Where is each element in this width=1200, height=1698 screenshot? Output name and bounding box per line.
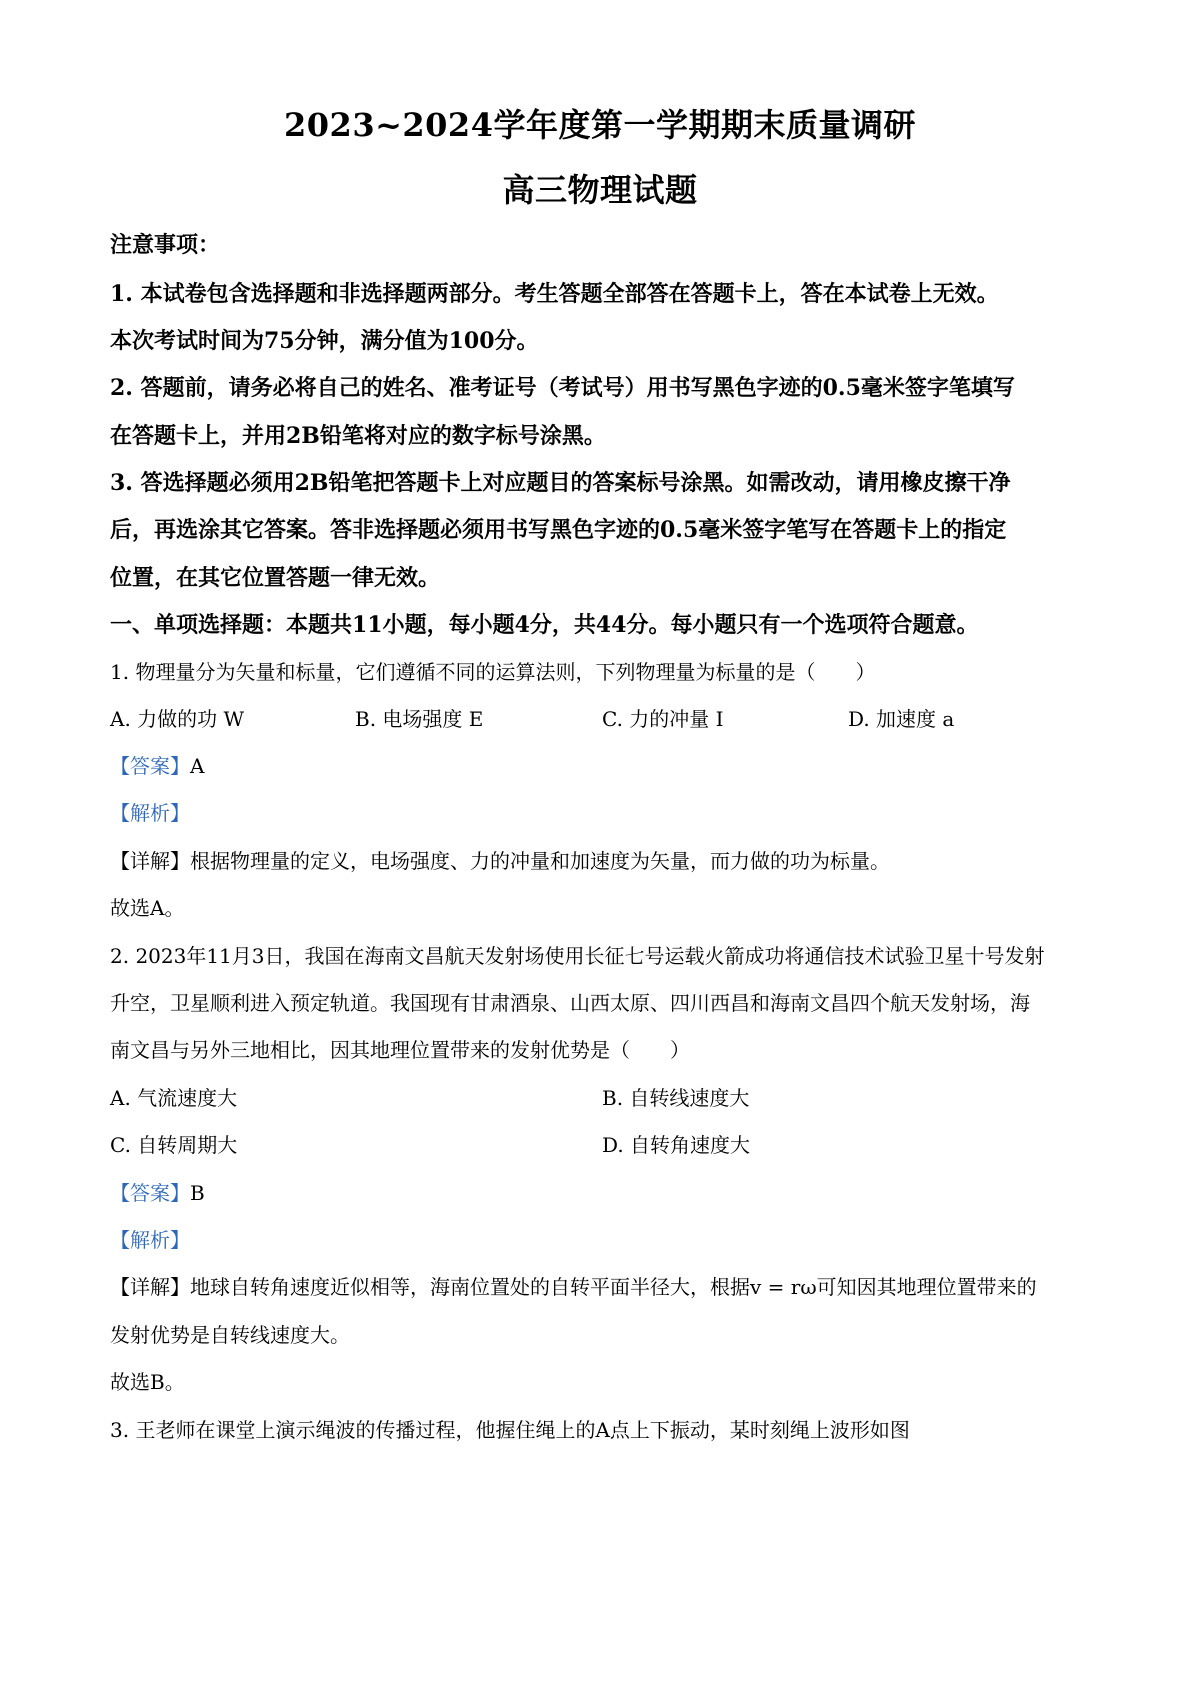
detail-text: 根据物理量的定义，电场强度、力的冲量和加速度为矢量，而力做的功为标量。 bbox=[190, 849, 890, 873]
answer-tag: 【答案】 bbox=[110, 1181, 190, 1205]
detail-tag: 【详解】 bbox=[110, 1275, 190, 1299]
q2-option-b: B. 自转线速度大 bbox=[602, 1086, 750, 1110]
q1-detail bbox=[110, 845, 890, 874]
q2-analysis-tag: 【解析】 bbox=[110, 1228, 190, 1252]
q1-analysis-tag: 【解析】 bbox=[110, 801, 190, 825]
detail-tag: 【详解】 bbox=[110, 849, 190, 873]
q1-option-d: D. 加速度 a bbox=[848, 707, 955, 731]
notice-line: 2. 答题前，请务必将自己的姓名、准考证号（考试号）用书写黑色字迹的0.5毫米签字笔填写 bbox=[110, 375, 1015, 401]
notice-line: 在答题卡上，并用2B铅笔将对应的数字标号涂黑。 bbox=[110, 423, 606, 449]
q2-stem-line: 南文昌与另外三地相比，因其地理位置带来的发射优势是（ ） bbox=[110, 1038, 690, 1062]
q1-conclusion: 故选A。 bbox=[110, 896, 185, 920]
q2-option-c: C. 自转周期大 bbox=[110, 1133, 238, 1157]
q1-option-b: B. 电场强度 E bbox=[355, 707, 484, 731]
q2-detail bbox=[110, 1271, 1037, 1300]
notice-line: 3. 答选择题必须用2B铅笔把答题卡上对应题目的答案标号涂黑。如需改动，请用橡皮擦干净 bbox=[110, 470, 1011, 496]
q2-option-d: D. 自转角速度大 bbox=[602, 1133, 751, 1157]
q2-stem-line: 2. 2023年11月3日，我国在海南文昌航天发射场使用长征七号运载火箭成功将通信技术试验卫星十号发射 bbox=[110, 944, 1045, 968]
q2-option-a: A. 气流速度大 bbox=[110, 1086, 238, 1110]
q2-stem-line: 升空，卫星顺利进入预定轨道。我国现有甘肃酒泉、山西太原、四川西昌和海南文昌四个航天发射场，海 bbox=[110, 991, 1030, 1015]
notice-heading: 注意事项： bbox=[110, 232, 221, 258]
section-heading: 一、单项选择题：本题共11小题，每小题4分，共44分。每小题只有一个选项符合题意。 bbox=[110, 612, 979, 638]
answer-tag: 【答案】 bbox=[110, 754, 190, 778]
answer-value: A bbox=[190, 754, 205, 778]
q1-option-c: C. 力的冲量 I bbox=[602, 707, 724, 731]
q3-stem: 3. 王老师在课堂上演示绳波的传播过程，他握住绳上的A点上下振动，某时刻绳上波形如图 bbox=[110, 1418, 910, 1442]
q2-conclusion: 故选B。 bbox=[110, 1370, 185, 1394]
notice-line: 位置，在其它位置答题一律无效。 bbox=[110, 565, 441, 591]
detail-text: 地球自转角速度近似相等，海南位置处的自转平面半径大，根据v = rω可知因其地理位置带来的 bbox=[190, 1275, 1037, 1299]
q2-detail-cont: 发射优势是自转线速度大。 bbox=[110, 1323, 350, 1347]
answer-value: B bbox=[190, 1181, 205, 1205]
q2-answer bbox=[110, 1177, 205, 1206]
q1-option-a: A. 力做的功 W bbox=[110, 707, 245, 731]
exam-subtitle: 高三物理试题 bbox=[502, 171, 698, 209]
q1-answer bbox=[110, 750, 204, 779]
notice-line: 后，再选涂其它答案。答非选择题必须用书写黑色字迹的0.5毫米签字笔写在答题卡上的指定 bbox=[110, 517, 1007, 543]
exam-title: 2023~2024学年度第一学期期末质量调研 bbox=[284, 106, 916, 144]
notice-line: 本次考试时间为75分钟，满分值为100分。 bbox=[110, 328, 539, 354]
q1-stem: 1. 物理量分为矢量和标量，它们遵循不同的运算法则，下列物理量为标量的是（ ） bbox=[110, 660, 876, 684]
notice-line: 1. 本试卷包含选择题和非选择题两部分。考生答题全部答在答题卡上，答在本试卷上无效。 bbox=[110, 281, 999, 307]
